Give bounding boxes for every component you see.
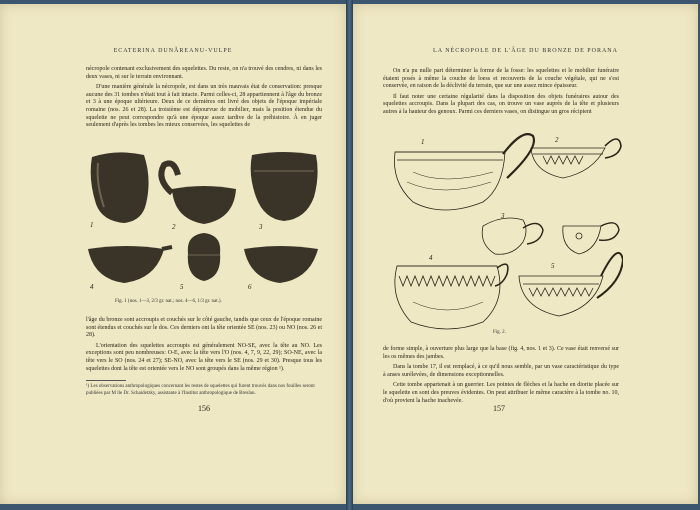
drawing-vessel-5 bbox=[519, 276, 603, 316]
drawing-vessel-2 bbox=[531, 148, 605, 178]
fig1-number-6: 6 bbox=[248, 283, 252, 291]
fig2-number-2: 2 bbox=[555, 136, 559, 144]
left-text-bottom bbox=[86, 317, 322, 376]
left-para-2: D'une manière générale la nécropole, est dans un très mauvais état de conservation: presque aucune des 31 tombes n'était tout à fait intacte. Parmi celles-ci, 28 appartiennent à l'âge du bronze et 3 à une époque ultérieure. Deux de ce dernières ont livré des objets de l'époque impériale romaine (nos. 26 et 28). La troisième est dépourvue de mobilier, mais la position étendue du squelette ne peut correspondre qu'à une époque assez tardive de la préhistoire. À en juger seulement d'après les tombes les mieux conservées, les squelettes de bbox=[86, 84, 322, 129]
pottery-drawing-plate bbox=[383, 122, 623, 332]
right-para-4: Dans la tombe 17, il est remplacé, à ce qu'il nous semble, par un vase caractéristique du type à anses surélevées, de dimensions exceptionnelles. bbox=[383, 364, 619, 378]
fig1-number-1: 1 bbox=[90, 221, 94, 229]
book-gutter bbox=[346, 0, 353, 510]
right-running-header: LA NÉCROPOLE DE L'ÂGE DU BRONZE DE PORANA bbox=[433, 48, 618, 54]
right-text-bottom bbox=[383, 346, 619, 408]
right-para-2: Il faut noter une certaine régularité dans la disposition des objets funéraires autour des squelettes accroupis. Dans la plupart des cas, on trouve un vase auprès de la tête et plusieurs autres à la hauteur des genoux. Parmi ces derniers vases, on distingue un gros récipient bbox=[383, 93, 619, 115]
fig1-number-3: 3 bbox=[259, 223, 263, 231]
right-para-1: On n'a pu nulle part déterminer la forme de la fosse: les squelettes et le mobilier funéraire étaient posés à même la couche de loess et recouverts de la couche végétale, qui ne s'est conservée, en raison de la déclivité du terrain, que sur une assez mince épaisseur. bbox=[383, 68, 619, 90]
drawing-vessel-4 bbox=[395, 266, 500, 329]
left-para-4: L'orientation des squelettes accroupis est généralement NO-SE, avec la tête au NO. Les exceptions sont peu nombreuses: O-E, avec la tête vers l'O (nos. 4, 7, 9, 22, 29); SO-NE, avec la tête vers le SO (nos. 24 et 27); SE-NO, avec la tête vers le SE (nos. 29 et 30). Presque tous les squelettes dont la tête est orientée vers le NO sont groupés dans la même région ¹). bbox=[86, 342, 322, 372]
pottery-photo-plate bbox=[84, 149, 324, 294]
fig1-number-5: 5 bbox=[180, 283, 184, 291]
vessel-5 bbox=[188, 233, 220, 281]
footnote-rule bbox=[86, 380, 126, 381]
vessel-4 bbox=[88, 246, 164, 283]
right-para-5: Cette tombe appartenait à un guerrier. Les pointes de flèches et la hache en diorite placée sur le squelette en sont des preuves évidentes. On peut attribuer le même caractère à la tombe no. 10, d'où provient la hache inachevée. bbox=[383, 382, 619, 404]
fig1-number-4: 4 bbox=[90, 283, 94, 291]
fig2-caption: Fig. 2. bbox=[493, 330, 506, 335]
fig2-number-5: 5 bbox=[551, 262, 555, 270]
left-page-number: 156 bbox=[198, 404, 210, 413]
left-footnote: ¹) Les observations anthropologiques concernant les restes de squelettes qui furent trouvés dans nos fouilles seront publiées par M lle Dr. Schaidetzky, assistante à l'Institut anthropologique de Breslau. bbox=[86, 384, 315, 396]
right-text-top bbox=[383, 68, 619, 120]
vessel-3 bbox=[251, 152, 318, 221]
fig2-number-3: 3 bbox=[501, 212, 505, 220]
right-page-number: 157 bbox=[493, 404, 505, 413]
drawing-vessel-1 bbox=[394, 152, 505, 210]
left-para-3: l'âge du bronze sont accroupis et couchés sur le côté gauche, tandis que ceux de l'époque romaine sont étendus et couchés sur le dos. Ces derniers ont la tête orientée SE (nos. 23) ou NO (nos. 26 et 28). bbox=[86, 317, 322, 339]
left-running-header: ECATERINA DUNĂREANU-VULPE bbox=[113, 48, 233, 54]
vessel-2 bbox=[172, 186, 236, 224]
fig2-number-1: 1 bbox=[421, 138, 425, 146]
fig1-caption: Fig. 1 (nos. 1—3, 2/3 gr. nat.; nos. 4—6, 1/3 gr. nat.). bbox=[115, 299, 222, 304]
left-text-top bbox=[86, 66, 322, 133]
fig2-number-4: 4 bbox=[429, 254, 433, 262]
fig1-number-2: 2 bbox=[172, 223, 176, 231]
left-page bbox=[0, 4, 346, 504]
vessel-6 bbox=[244, 246, 318, 283]
left-para-1: nécropole contenant exclusivement des squelettes. Du reste, on n'a trouvé des cendres, ni dans les deux vases, ni sur le terrain environnant. bbox=[86, 66, 322, 80]
right-para-3: de forme simple, à ouverture plus large que la base (fig. 4, nos. 1 et 3). Ce vase était renversé sur les os mêmes des jambes. bbox=[383, 346, 619, 360]
drawing-vessel-3 bbox=[482, 218, 526, 254]
right-page bbox=[353, 4, 698, 504]
